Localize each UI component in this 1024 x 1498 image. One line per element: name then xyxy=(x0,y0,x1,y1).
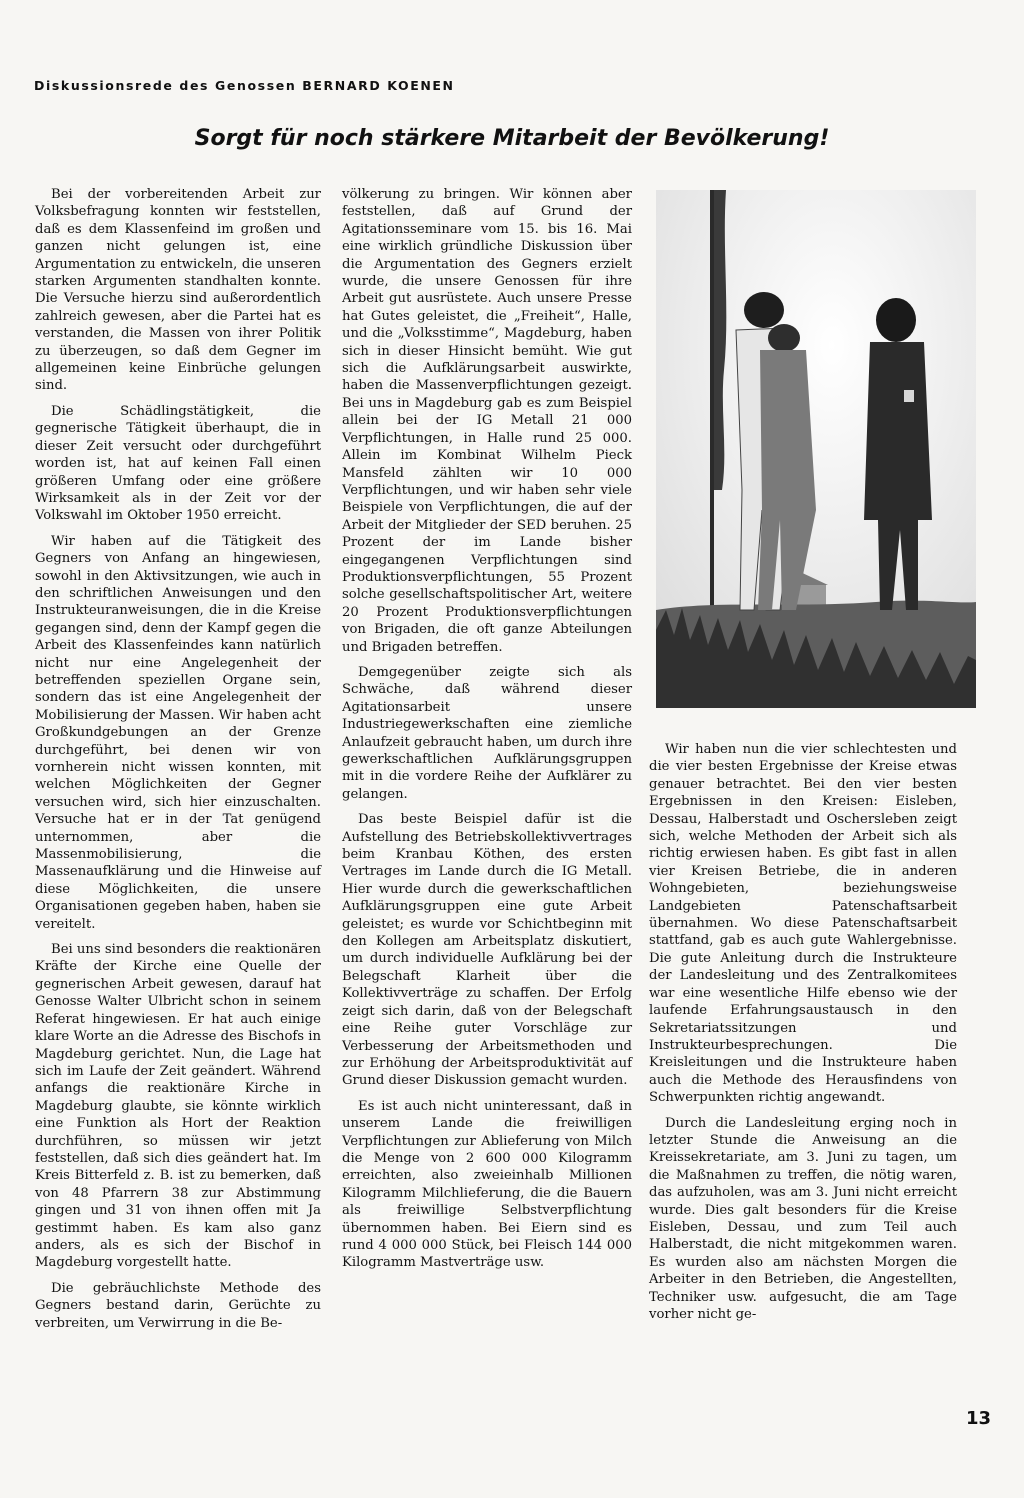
paragraph: Wir haben nun die vier schlechtesten und die vier besten Ergebnisse der Kreise etwas genauer betrachtet. Bei den vier besten Ergebnissen in den Kreisen: Eisleben, Dessau, Halberstadt und Oschersleben zeigt sich, welche Methoden der Arbeit sich als richtig erwiesen haben. Es gibt fast in allen vier Kreisen Betriebe, die in anderen Wohngebieten, beziehungsweise Landgebieten Patenschaftsarbeit übernahmen. Wo diese Patenschaftsarbeit stattfand, gab es auch gute Wahlergebnisse. Die gute Anleitung durch die Instrukteure der Landesleitung und des Zentralkomitees war eine wesentliche Hilfe ebenso wie der laufende Erfahrungsaustausch in den Sekretariatssitzungen und Instrukteurbesprechungen. Die Kreisleitungen und die Instrukteure haben auch die Methode des Herausfindens von Schwerpunkten richtig angewandt. xyxy=(649,742,957,1106)
photo-illustration xyxy=(656,190,976,708)
photo-people-with-flag xyxy=(656,190,976,708)
paragraph: Wir haben auf die Tätigkeit des Gegners von Anfang an hingewiesen, sowohl in den Aktivsitzungen, wie auch in den schriftlichen Anweisungen und den Instrukteuranweisungen, die in die Kreise gegangen sind, denn der Kampf gegen die Arbeit des Klassenfeindes kann natürlich nicht nur eine Angelegenheit der betreffenden speziellen Organe sein, sondern das ist eine Angelegenheit der Mobilisierung der Massen. Wir haben acht Großkundgebungen an der Grenze durchgeführt, bei denen wir von vornherein nicht wissen konnten, mit welchen Möglichkeiten der Gegner versuchen wird, sich hier einzuschalten. Versuche hat er in der Tat genügend unternommen, aber die Massenmobilisierung, die Massenaufklärung und die Hinweise auf diese Möglichkeiten, die unsere Organisationen gegeben haben, haben sie vereitelt. xyxy=(35,533,321,932)
article-header: Diskussionsrede des Genossen BERNARD KOENEN xyxy=(34,78,455,93)
text-column-3 xyxy=(649,741,957,1331)
paragraph: Es ist auch nicht uninteressant, daß in unserem Lande die freiwilligen Verpflichtungen zur Ablieferung von Milch die Menge von 2 600 000 Kilogramm erreichten, also zweieinhalb Millionen Kilogramm Milchlieferung, die die Bauern als freiwillige Selbstverpflichtung übernommen haben. Bei Eiern sind es rund 4 000 000 Stück, bei Fleisch 144 000 Kilogramm Mastverträge usw. xyxy=(342,1098,632,1271)
article-title: Sorgt für noch stärkere Mitarbeit der Bevölkerung! xyxy=(194,126,830,151)
paragraph: Durch die Landesleitung erging noch in letzter Stunde die Anweisung an die Kreissekretariate, am 3. Juni zu tagen, um die Maßnahmen zu treffen, die nötig waren, das aufzuholen, was am 3. Juni nicht erreicht wurde. Dies galt besonders für die Kreise Eisleben, Dessau, und zum Teil auch Halberstadt, die nicht mitgekommen waren. Es wurden also am nächsten Morgen die Arbeiter in den Betrieben, die Angestellten, Techniker usw. aufgesucht, die am Tage vorher nicht ge- xyxy=(649,1115,957,1322)
paragraph: Das beste Beispiel dafür ist die Aufstellung des Betriebskollektivvertrages beim Kranbau Köthen, des ersten Vertrages im Lande durch die IG Metall. Hier wurde durch die gewerkschaftlichen Aufklärungsgruppen eine gute Arbeit geleistet; es wurde vor Schichtbeginn mit den Kollegen am Arbeitsplatz diskutiert, um durch individuelle Aufklärung bei der Belegschaft Klarheit über die Kollektivverträge zu schaffen. Der Erfolg zeigt sich darin, daß von der Belegschaft eine Reihe guter Vorschläge zur Verbesserung der Arbeitsmethoden und zur Erhöhung der Arbeitsproduktivität auf Grund dieser Diskussion gemacht wurden. xyxy=(342,812,632,1089)
page-number: 13 xyxy=(966,1408,992,1429)
text-column-2 xyxy=(342,186,632,1280)
paragraph: völkerung zu bringen. Wir können aber feststellen, daß auf Grund der Agitationsseminare vom 15. bis 16. Mai eine wirklich gründliche Diskussion über die Argumentation des Gegners erzielt wurde, die unsere Genossen für ihre Arbeit gut ausrüstete. Auch unsere Presse hat Gutes geleistet, die „Freiheit“, Halle, und die „Volksstimme“, Magdeburg, haben sich in dieser Hinsicht bemüht. Wie gut sich die Aufklärungsarbeit auswirkte, haben die Massenverpflichtungen gezeigt. Bei uns in Magdeburg gab es zum Beispiel allein bei der IG Metall 21 000 Verpflichtungen, in Halle rund 25 000. Allein im Kombinat Wilhelm Pieck Mansfeld zählten wir 10 000 Verpflichtungen, und wir haben sehr viele Beispiele von Verpflichtungen, die auf der Arbeit der Mitglieder der SED beruhen. 25 Prozent der im Lande bisher eingegangenen Verpflichtungen sind Produktionsverpflichtungen, 55 Prozent solche gesellschaftspolitischer Art, weitere 20 Prozent Produktionsverpflichtungen von Brigaden, die oft ganze Abteilungen und Brigaden betreffen. xyxy=(342,187,632,655)
paragraph: Demgegenüber zeigte sich als Schwäche, daß während dieser Agitationsarbeit unsere Industriegewerkschaften eine ziemliche Anlaufzeit gebraucht haben, um durch ihre gewerkschaftlichen Aufklärungsgruppen mit in die vordere Reihe der Aufklärer zu gelangen. xyxy=(342,664,632,802)
paragraph: Bei der vorbereitenden Arbeit zur Volksbefragung konnten wir feststellen, daß es dem Klassenfeind im großen und ganzen nicht gelungen ist, eine Argumentation zu entwickeln, die unseren starken Argumenten standhalten konnte. Die Versuche hierzu sind außerordentlich zahlreich gewesen, aber die Partei hat es verstanden, die Massen von ihrer Politik zu überzeugen, so daß dem Gegner im allgemeinen keine Einbrüche gelungen sind. xyxy=(35,187,321,394)
paragraph: Bei uns sind besonders die reaktionären Kräfte der Kirche eine Quelle der gegnerischen Arbeit gewesen, darauf hat Genosse Walter Ulbricht schon in seinem Referat hingewiesen. Er hat auch einige klare Worte an die Adresse des Bischofs in Magdeburg gerichtet. Nun, die Lage hat sich im Laufe der Zeit geändert. Während anfangs die reaktionäre Kirche in Magdeburg glaubte, sie könnte wirklich eine Funktion als Hort der Reaktion durchführen, so müssen wir jetzt feststellen, daß sich dies geändert hat. Im Kreis Bitterfeld z. B. ist zu bemerken, daß von 48 Pfarrern 38 zur Abstimmung gingen und 31 von ihnen offen mit Ja gestimmt haben. Es kam also ganz anders, als es sich der Bischof in Magdeburg vorgestellt hatte. xyxy=(35,942,321,1271)
text-column-1 xyxy=(35,186,321,1340)
paragraph: Die gebräuchlichste Methode des Gegners bestand darin, Gerüchte zu verbreiten, um Verwirrung in die Be- xyxy=(35,1280,321,1331)
paragraph: Die Schädlingstätigkeit, die gegnerische Tätigkeit überhaupt, die in dieser Zeit versucht oder durchgeführt worden ist, hat auf keinen Fall einen größeren Umfang oder eine größere Wirksamkeit als in der Zeit vor der Volkswahl im Oktober 1950 erreicht. xyxy=(35,403,321,524)
